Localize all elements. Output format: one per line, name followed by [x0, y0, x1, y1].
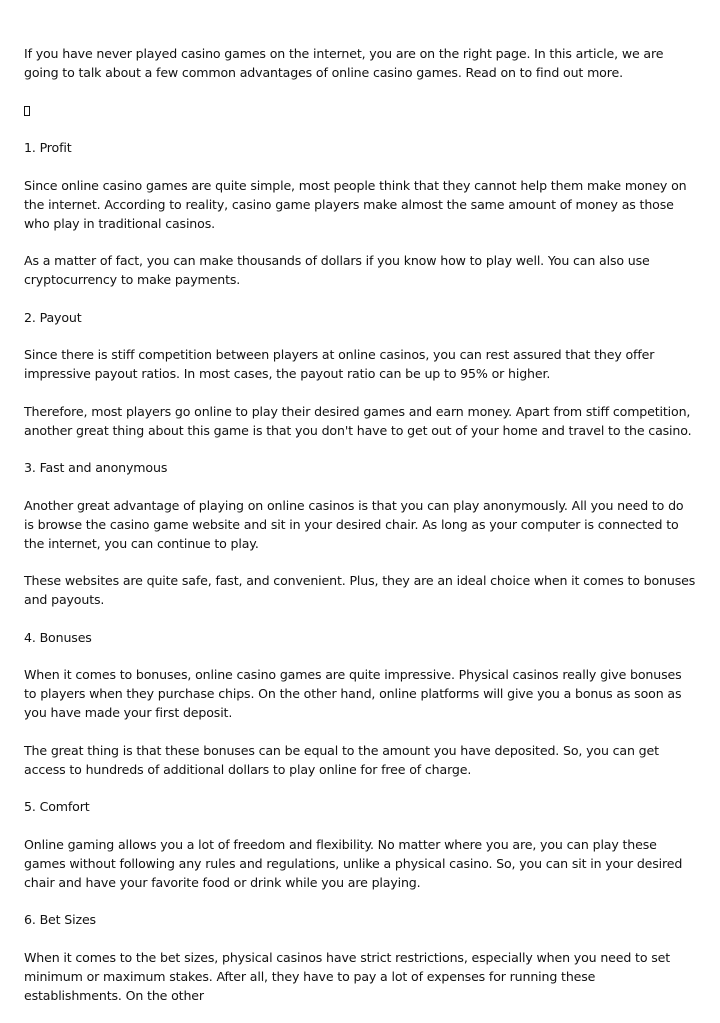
paragraph: Another great advantage of playing on online casinos is that you can play anonymously. All you need to do is browse the casino game website and sit in your desired chair. As long as your computer is connected to the internet, you can continue to play. [24, 497, 684, 551]
section-heading-payout: 2. Payout [24, 309, 82, 325]
paragraph: Since online casino games are quite simple, most people think that they cannot help them make money on the internet. According to reality, casino game players make almost the same amount of money as those who play in traditional casinos. [24, 177, 687, 231]
missing-glyph-icon [24, 106, 30, 116]
paragraph: Since there is stiff competition between players at online casinos, you can rest assured that they offer impressive payout ratios. In most cases, the payout ratio can be up to 95% or higher. [24, 347, 655, 381]
paragraph: Therefore, most players go online to play their desired games and earn money. Apart from stiff competition, another great thing about this game is that you don't have to get out of your home and travel to the casino. [24, 403, 692, 438]
section-heading-comfort: 5. Comfort [24, 799, 90, 814]
section-heading-bet-sizes: 6. Bet Sizes [24, 912, 96, 927]
intro-paragraph: If you have never played casino games on the internet, you are on the right page. In this article, we are going to talk about a few common advantages of online casino games. Read on to find out more. [24, 46, 664, 80]
paragraph: When it comes to the bet sizes, physical casinos have strict restrictions, especially when you need to set minimum or maximum stakes. After all, they have to pay a lot of expenses for running these establishments. On the other [24, 949, 671, 1003]
missing-glyph-line [24, 101, 696, 120]
document-page [24, 44, 696, 1023]
paragraph: The great thing is that these bonuses can be equal to the amount you have deposited. So, you can get access to hundreds of additional dollars to play online for free of charge. [24, 742, 659, 777]
section-heading-bonuses: 4. Bonuses [24, 629, 92, 645]
section-heading-fast-anonymous: 3. Fast and anonymous [24, 460, 168, 475]
paragraph: Online gaming allows you a lot of freedom and flexibility. No matter where you are, you can play these games without following any rules and regulations, unlike a physical casino. So, you can sit in your desired chair and have your favorite food or drink while you are playing. [24, 836, 683, 890]
paragraph: As a matter of fact, you can make thousands of dollars if you know how to play well. You can also use cryptocurrency to make payments. [24, 253, 650, 287]
paragraph: When it comes to bonuses, online casino games are quite impressive. Physical casinos really give bonuses to players when they purchase chips. On the other hand, online platforms will give you a bonus as soon as you have made your first deposit. [24, 667, 682, 720]
section-heading-profit: 1. Profit [24, 140, 72, 155]
paragraph: These websites are quite safe, fast, and convenient. Plus, they are an ideal choice when it comes to bonuses and payouts. [24, 573, 696, 607]
